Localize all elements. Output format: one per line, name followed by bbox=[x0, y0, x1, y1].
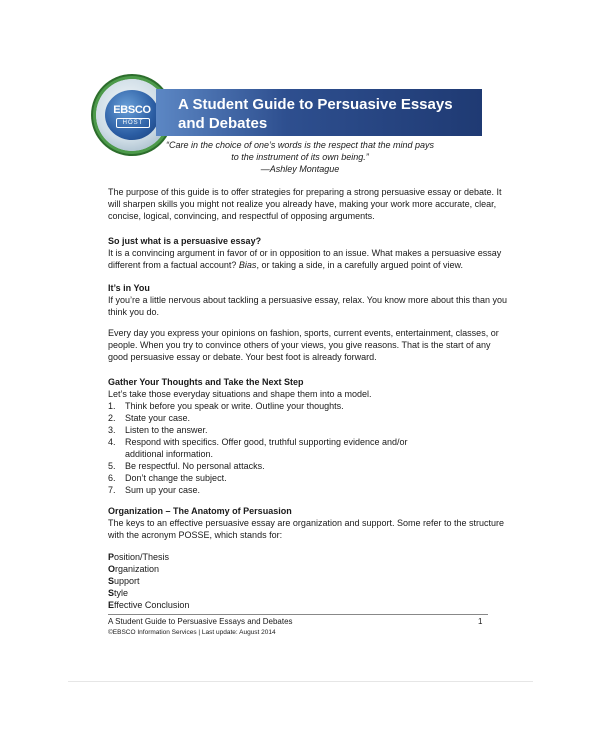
page-edge-divider bbox=[68, 681, 533, 682]
logo-sub: HOST bbox=[116, 118, 150, 128]
footer-title: A Student Guide to Persuasive Essays and Debates bbox=[108, 617, 293, 626]
section-paragraph: Every day you express your opinions on fashion, sports, current events, entertainment, classes, or people. When you try to convince others of your views, you give reasons. That is the start of any good persuasive essay or debate. Your best foot is already forward. bbox=[108, 328, 499, 362]
section-heading: So just what is a persuasive essay? bbox=[108, 236, 262, 246]
section-paragraph: If you’re a little nervous about tackling a persuasive essay, relax. You know more about this than you think you do. bbox=[108, 295, 508, 317]
list-item: Organization bbox=[108, 564, 160, 574]
list-item: Effective Conclusion bbox=[108, 600, 190, 610]
footer-copyright: ©EBSCO Information Services | Last update: August 2014 bbox=[108, 629, 276, 636]
section-paragraph: Let’s take those everyday situations and shape them into a model. bbox=[108, 389, 372, 399]
list-item: 6. Don’t change the subject. bbox=[108, 473, 227, 483]
steps-list bbox=[108, 400, 508, 496]
epigraph-quote: “Care in the choice of one’s words is the respect that the mind pays to the instrument of its own being.” —Ashley Montague bbox=[150, 139, 450, 175]
section-heading: Organization – The Anatomy of Persuasion bbox=[108, 506, 292, 516]
footer-divider bbox=[108, 614, 488, 615]
list-item: 1. Think before you speak or write. Outline your thoughts. bbox=[108, 401, 344, 411]
list-item: 3. Listen to the answer. bbox=[108, 425, 208, 435]
list-item: Support bbox=[108, 576, 140, 586]
section-paragraph: It is a convincing argument in favor of or in opposition to an issue. What makes a persuasive essay different from a factual account? Bias, or taking a side, in a carefully argued point of view. bbox=[108, 248, 502, 270]
logo-brand: EBSCO bbox=[113, 104, 151, 116]
section-heading: It’s in You bbox=[108, 283, 150, 293]
section-paragraph: The keys to an effective persuasive essay are organization and support. Some refer to the structure with the acronym POSSE, which stands for: bbox=[108, 518, 505, 540]
page-number: 1 bbox=[478, 617, 483, 626]
quote-author: —Ashley Montague bbox=[260, 164, 340, 174]
footer bbox=[108, 617, 293, 638]
section-heading: Gather Your Thoughts and Take the Next Step bbox=[108, 377, 304, 387]
document-title: A Student Guide to Persuasive Essays and Debates bbox=[178, 96, 453, 132]
intro-paragraph: The purpose of this guide is to offer strategies for preparing a strong persuasive essay or debate. It will sharpen skills you might not realize you already have, making your work more accurate, clear, concise, logical, convincing, and respectful of opposing arguments. bbox=[108, 187, 502, 221]
list-item: 5. Be respectful. No personal attacks. bbox=[108, 461, 265, 471]
list-item: 2. State your case. bbox=[108, 413, 191, 423]
list-item: 4. Respond with specifics. Offer good, truthful supporting evidence and/or additional information. bbox=[108, 437, 408, 459]
list-item: Style bbox=[108, 588, 129, 598]
list-item: 7. Sum up your case. bbox=[108, 485, 201, 495]
list-item: Position/Thesis bbox=[108, 552, 170, 562]
posse-list bbox=[108, 551, 189, 611]
